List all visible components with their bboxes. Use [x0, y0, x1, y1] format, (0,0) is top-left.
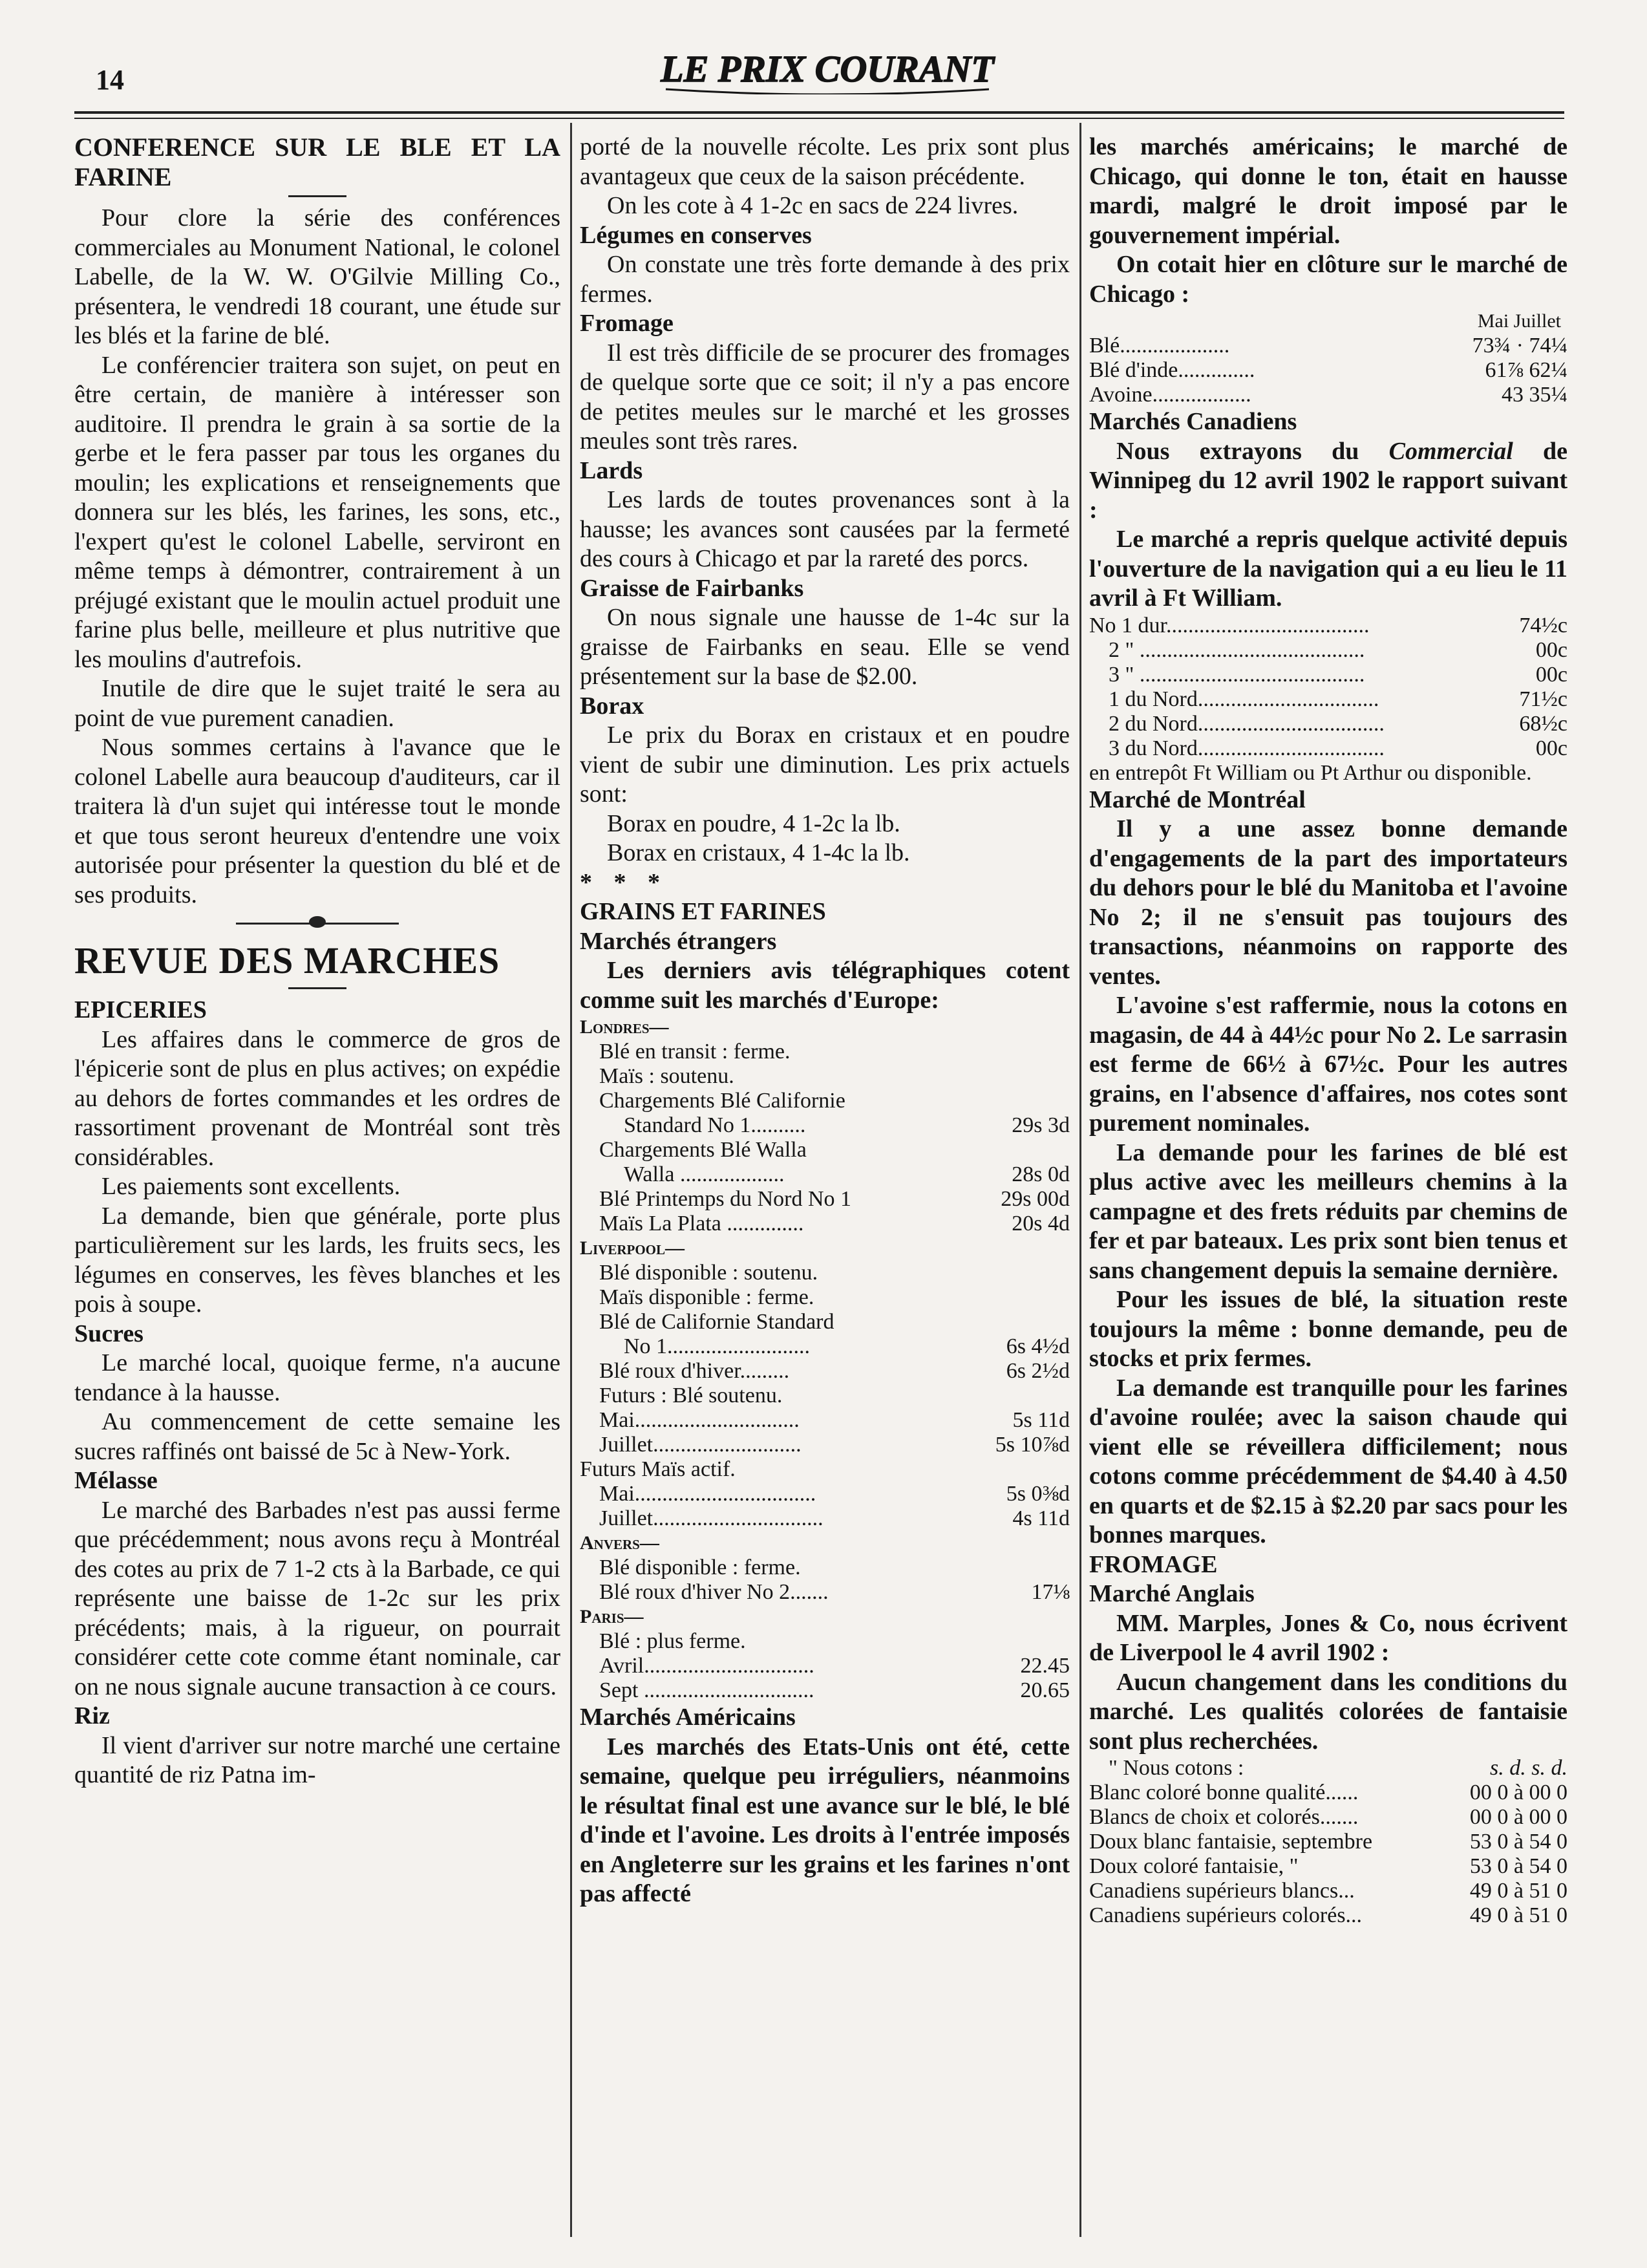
quote-item: Avril...............................	[599, 1654, 814, 1678]
stars-separator: * * *	[580, 868, 668, 896]
paragraph	[1089, 437, 1567, 526]
quote-value: 17⅛	[1031, 1580, 1070, 1604]
heading-epiceries: EPICERIES	[74, 996, 207, 1023]
quote-item: 2 du Nord..................................	[1109, 711, 1385, 736]
quote-value: 6s 4½d	[1006, 1334, 1070, 1358]
quote-row	[1089, 736, 1567, 761]
heading-borax: Borax	[580, 692, 644, 720]
quotes-cheese	[1089, 1756, 1567, 1928]
quote-line: Maïs disponible : ferme.	[599, 1285, 814, 1309]
page-number: 14	[96, 64, 124, 96]
heading-fromage: Fromage	[580, 310, 674, 337]
quote-item: 1 du Nord.................................	[1109, 687, 1379, 711]
quote-line: Futurs Maïs actif.	[580, 1457, 736, 1481]
quote-value: 49 0 à 51 0	[1469, 1879, 1567, 1903]
quote-value: 20.65	[1020, 1678, 1070, 1702]
heading-etrangers: Marchés étrangers	[580, 927, 777, 955]
heading-fromage-caps: FROMAGE	[1089, 1550, 1218, 1578]
quote-item: Juillet...............................	[599, 1506, 824, 1530]
paragraph: Le conférencier traitera son sujet, on peut en être certain, de manière à intéresser son auditoire. Il prendra le grain à sa sortie de la gerbe et le fera passer par tous les organes du moulin; les explications et renseignements que donnera sur les blés, les farines, les sons, etc., l'expert qu'est le colonel Labelle, serviront en même temps à démontrer, contrairement à un préjugé existant que le moulin actuel produit une farine plus belle, meilleure et plus nutritive que les moulins d'autrefois.	[74, 351, 560, 673]
quote-item: Standard No 1..........	[624, 1113, 806, 1137]
heading-grains: GRAINS ET FARINES	[580, 898, 826, 925]
market-label: Londres—	[580, 1016, 669, 1038]
divider	[288, 987, 346, 989]
quote-value: 73¾ · 74¼	[1472, 334, 1567, 358]
heading-americains: Marchés Américains	[580, 1704, 796, 1731]
quote-row	[1089, 687, 1567, 712]
quote-item: Blé d'inde..............	[1089, 358, 1255, 382]
paragraph: Le prix du Borax en cristaux et en poudre vient de subir une diminution. Les prix actuels sont:	[580, 722, 1070, 808]
quote-item: 3 du Nord..................................	[1109, 736, 1385, 760]
quote-item: Avoine..................	[1089, 383, 1251, 407]
section-title-revue: REVUE DES MARCHES	[74, 939, 500, 981]
market-label: Liverpool—	[580, 1237, 685, 1259]
quote-value: 5s 11d	[1012, 1408, 1070, 1432]
conference-title: CONFERENCE SUR LE BLE ET LA FARINE	[74, 133, 560, 191]
quote-item: Juillet...........................	[599, 1433, 802, 1457]
quote-row	[1089, 1903, 1567, 1928]
paragraph: Le marché des Barbades n'est pas aussi ferme que précédemment; nous avons reçu à Montréal des cotes au prix de 7 1-2 cts à la Barbade, ce qui représente une baisse de 1-2c sur les prix précédents; mais, à la rigueur, on pourrait considérer cette cote comme étant nominale, car on ne nous signale aucune transaction à ce cours.	[74, 1496, 560, 1700]
svg-text:LE PRIX COURANT: LE PRIX COURANT	[661, 48, 994, 90]
quote-value: 28s 0d	[1012, 1162, 1070, 1186]
paragraph: Le marché local, quoique ferme, n'a aucune tendance à la hausse.	[74, 1349, 560, 1406]
price-line: Borax en poudre, 4 1-2c la lb.	[607, 809, 900, 837]
paragraph: Au commencement de cette semaine les sucres raffinés ont baissé de 5c à New-York.	[74, 1408, 560, 1465]
header-label: " Nous cotons :	[1109, 1756, 1244, 1780]
heading-legumes: Légumes en conserves	[580, 221, 812, 249]
quote-row	[580, 1654, 1070, 1678]
quote-row	[1089, 383, 1567, 407]
quote-item: Doux blanc fantaisie, septembre	[1089, 1830, 1373, 1854]
quote-value: 00c	[1535, 736, 1567, 760]
paragraph: Le marché a repris quelque activité depuis l'ouverture de la navigation qui a eu lieu le 11 avril à Ft William.	[1089, 526, 1567, 612]
quote-item: Canadiens supérieurs blancs...	[1089, 1879, 1355, 1903]
paragraph: On constate une très forte demande à des prix fermes.	[580, 251, 1070, 308]
market-label: Paris—	[580, 1606, 644, 1627]
paragraph: les marchés américains; le marché de Chicago, qui donne le ton, était en hausse mardi, malgré le droit imposé par le gouvernement impérial.	[1089, 133, 1567, 249]
quote-value: 00 0 à 00 0	[1469, 1781, 1567, 1804]
quote-note: en entrepôt Ft William ou Pt Arthur ou disponible.	[1089, 760, 1532, 785]
paragraph: La demande pour les farines de blé est plus active avec les meilleurs chemins à la campagne et des frets réduits par chemins de fer et par bateaux. Les prix sont bien tenus et sans changement depuis la semaine dernière.	[1089, 1139, 1567, 1284]
quote-value: 00c	[1535, 662, 1567, 687]
quote-value: 00 0 à 00 0	[1469, 1805, 1567, 1829]
quote-row	[580, 1580, 1070, 1605]
quote-item: Blancs de choix et colorés.......	[1089, 1805, 1359, 1829]
heading-canadiens: Marchés Canadiens	[1089, 408, 1297, 435]
column-3	[1089, 133, 1567, 2234]
quote-row	[1089, 712, 1567, 736]
heading-graisse: Graisse de Fairbanks	[580, 574, 804, 602]
quote-line: Blé disponible : ferme.	[599, 1556, 801, 1579]
quote-item: 3 " .........................................	[1109, 662, 1365, 687]
column-2	[580, 133, 1070, 2234]
quote-row	[580, 1334, 1070, 1359]
quote-row	[1089, 334, 1567, 358]
quotes-chicago	[1089, 309, 1567, 407]
divider	[288, 195, 346, 197]
quote-row	[580, 1433, 1070, 1457]
paragraph: Les derniers avis télégraphiques cotent comme suit les marchés d'Europe:	[580, 957, 1070, 1014]
quote-row	[1089, 638, 1567, 663]
quote-item: 2 " .........................................	[1109, 637, 1365, 662]
quote-item: Blé....................	[1089, 334, 1230, 358]
quote-value: 71½c	[1519, 687, 1567, 711]
quote-value: 5s 0⅜d	[1006, 1482, 1070, 1506]
quote-item: Blé roux d'hiver No 2.......	[599, 1580, 829, 1604]
paragraph: Les marchés des Etats-Unis ont été, cette semaine, quelque peu irréguliers, néanmoins le résultat final est une avance sur le blé, le blé d'inde et l'avoine. Les droits à l'entrée imposés en Angleterre sur les grains et les farines n'ont pas affecté	[580, 1733, 1070, 1907]
quote-value: 29s 00d	[1001, 1187, 1070, 1211]
quote-row	[580, 1678, 1070, 1703]
paragraph: porté de la nouvelle récolte. Les prix sont plus avantageux que ceux de la saison précédente.	[580, 133, 1070, 190]
quote-item: Blé Printemps du Nord No 1	[599, 1187, 852, 1211]
heading-lards: Lards	[580, 456, 643, 484]
column-divider	[1079, 123, 1081, 2237]
paragraph: Aucun changement dans les conditions du marché. Les qualités colorées de fantaisie sont plus recherchées.	[1089, 1668, 1567, 1755]
heading-sucres: Sucres	[74, 1320, 143, 1347]
quote-line: Blé : plus ferme.	[599, 1629, 746, 1653]
paragraph: On les cote à 4 1-2c en sacs de 224 livres.	[607, 192, 1019, 219]
market-label: Anvers—	[580, 1532, 659, 1554]
quote-line: Blé de Californie Standard	[599, 1310, 834, 1334]
publication-name: Commercial	[1388, 437, 1513, 465]
paragraph: Il vient d'arriver sur notre marché une certaine quantité de riz Patna im-	[74, 1731, 560, 1788]
quote-row	[580, 1482, 1070, 1506]
table-header: Mai Juillet	[1477, 310, 1561, 332]
quote-value: 20s 4d	[1012, 1212, 1070, 1236]
paragraph: La demande, bien que générale, porte plus particulièrement sur les lards, les fruits secs, les légumes en conserves, les fèves blanches et les pois à soupe.	[74, 1202, 560, 1318]
quote-item: Sept ...............................	[599, 1678, 814, 1702]
quote-row	[580, 1359, 1070, 1384]
masthead-logo	[653, 40, 1002, 94]
quote-value: 5s 10⅞d	[995, 1433, 1070, 1457]
quote-row	[580, 1187, 1070, 1212]
quote-row	[1089, 1805, 1567, 1830]
paragraph: On cotait hier en clôture sur le marché de Chicago :	[1089, 251, 1567, 308]
quote-value: 6s 2½d	[1006, 1359, 1070, 1383]
quote-value: 53 0 à 54 0	[1469, 1830, 1567, 1854]
quote-line: Chargements Blé Walla	[599, 1138, 807, 1162]
paragraph: Pour les issues de blé, la situation reste toujours la même : bonne demande, peu de stocks et prix fermes.	[1089, 1286, 1567, 1372]
header-rule	[74, 111, 1564, 119]
quote-line: Chargements Blé Californie	[599, 1089, 845, 1113]
quote-row	[580, 1113, 1070, 1138]
quote-value: 49 0 à 51 0	[1469, 1903, 1567, 1927]
text-run: Nous extrayons du	[1116, 437, 1389, 465]
paragraph: La demande est tranquille pour les farines d'avoine roulée; avec la saison chaude qui vient elle se réveillera difficilement; nous cotons comme précédemment de $4.40 à 4.50 en quarts et de $2.15 à $2.20 par sacs pour les bonnes marques.	[1089, 1374, 1567, 1548]
quote-item: Mai.................................	[599, 1482, 816, 1506]
quote-value: 4s 11d	[1012, 1506, 1070, 1530]
paragraph: Les affaires dans le commerce de gros de l'épicerie sont de plus en plus actives; on expédie au dehors de fortes commandes et les ordres de rassortiment provenant de Montréal sont très considérables.	[74, 1025, 560, 1171]
quote-item: Maïs La Plata ..............	[599, 1212, 804, 1236]
paragraph: Les paiements sont excellents.	[101, 1173, 401, 1200]
price-line: Borax en cristaux, 4 1-4c la lb.	[607, 839, 910, 866]
quote-line: Futurs : Blé soutenu.	[599, 1384, 783, 1407]
paragraph: On nous signale une hausse de 1-4c sur la graisse de Fairbanks en seau. Elle se vend présentement sur la base de $2.00.	[580, 604, 1070, 690]
quote-item: Walla ...................	[624, 1162, 785, 1186]
quote-item: Blé roux d'hiver.........	[599, 1359, 790, 1383]
paragraph: Inutile de dire que le sujet traité le sera au point de vue purement canadien.	[74, 675, 560, 732]
quote-item: Mai..............................	[599, 1408, 800, 1432]
quote-value: 68½c	[1519, 711, 1567, 736]
quote-row	[580, 1506, 1070, 1531]
column-divider	[570, 123, 572, 2237]
quote-item: Blanc coloré bonne qualité......	[1089, 1781, 1359, 1804]
quotes-winnipeg	[1089, 614, 1567, 786]
quote-row	[580, 1162, 1070, 1187]
quote-value: 61⅞ 62¼	[1485, 358, 1567, 382]
quote-row	[1089, 1830, 1567, 1854]
paragraph: L'avoine s'est raffermie, nous la cotons en magasin, de 44 à 44½c pour No 2. Le sarrasin est ferme de 66½ à 67½c. Pour les autres grains, en l'absence d'affaires, nos cotes sont purement nominales.	[1089, 992, 1567, 1137]
paragraph: Les lards de toutes provenances sont à la hausse; les avances sont causées par la fermeté des cours à Chicago et par la rareté des porcs.	[580, 486, 1070, 572]
quote-line: Blé disponible : soutenu.	[599, 1261, 818, 1285]
table-header	[1089, 1756, 1567, 1781]
quote-line: Blé en transit : ferme.	[599, 1040, 791, 1064]
quote-row	[580, 1408, 1070, 1433]
quote-value: 29s 3d	[1012, 1113, 1070, 1137]
heading-melasse: Mélasse	[74, 1467, 158, 1494]
quote-row	[1089, 614, 1567, 638]
paragraph: Il est très difficile de se procurer des fromages de quelque sorte que ce soit; il n'y a pas encore de petites meules sur le marché et les grosses meules sont très rares.	[580, 339, 1070, 455]
ornament-divider	[74, 915, 560, 932]
quote-row	[1089, 1879, 1567, 1903]
quote-value: 22.45	[1020, 1654, 1070, 1678]
quote-row	[1089, 1781, 1567, 1805]
quote-row	[580, 1212, 1070, 1236]
text-run: de Winnipeg du 12 avril 1902 le rapport suivant :	[1089, 437, 1567, 524]
heading-anglais: Marché Anglais	[1089, 1580, 1255, 1607]
quote-row	[1089, 663, 1567, 687]
quote-item: Canadiens supérieurs colorés...	[1089, 1903, 1363, 1927]
heading-riz: Riz	[74, 1702, 110, 1729]
quote-item: No 1 dur.....................................	[1089, 613, 1370, 637]
quote-item: No 1..........................	[624, 1334, 811, 1358]
header-units: s. d. s. d.	[1490, 1756, 1567, 1780]
quote-line: Maïs : soutenu.	[599, 1064, 734, 1088]
column-1	[74, 133, 560, 2234]
paragraph: MM. Marples, Jones & Co, nous écrivent de Liverpool le 4 avril 1902 :	[1089, 1609, 1567, 1666]
quote-row	[1089, 358, 1567, 383]
quote-value: 00c	[1535, 637, 1567, 662]
quote-value: 43 35¼	[1502, 383, 1567, 407]
paragraph: Il y a une assez bonne demande d'engagements de la part des importateurs du dehors pour le blé du Manitoba et l'avoine No 2; il ne s'ensuit pas toujours des transactions, néanmoins on rapporte des ventes.	[1089, 815, 1567, 990]
quote-value: 53 0 à 54 0	[1469, 1854, 1567, 1878]
quote-row	[1089, 1854, 1567, 1879]
heading-montreal: Marché de Montréal	[1089, 786, 1306, 813]
paragraph: Nous sommes certains à l'avance que le colonel Labelle aura beaucoup d'auditeurs, car il traitera là d'un sujet qui intéresse tout le monde et que tous seront heureux d'entendre une voix autorisée pour présenter la question du blé et de ses produits.	[74, 734, 560, 908]
paragraph: Pour clore la série des conférences commerciales au Monument National, le colonel Labelle, de la W. W. O'Gilvie Milling Co., présentera, le vendredi 18 courant, une étude sur les blés et la farine de blé.	[74, 204, 560, 349]
quotes-europe	[580, 1015, 1070, 1703]
quote-value: 74½c	[1519, 613, 1567, 637]
quote-item: Doux coloré fantaisie, "	[1089, 1854, 1299, 1878]
